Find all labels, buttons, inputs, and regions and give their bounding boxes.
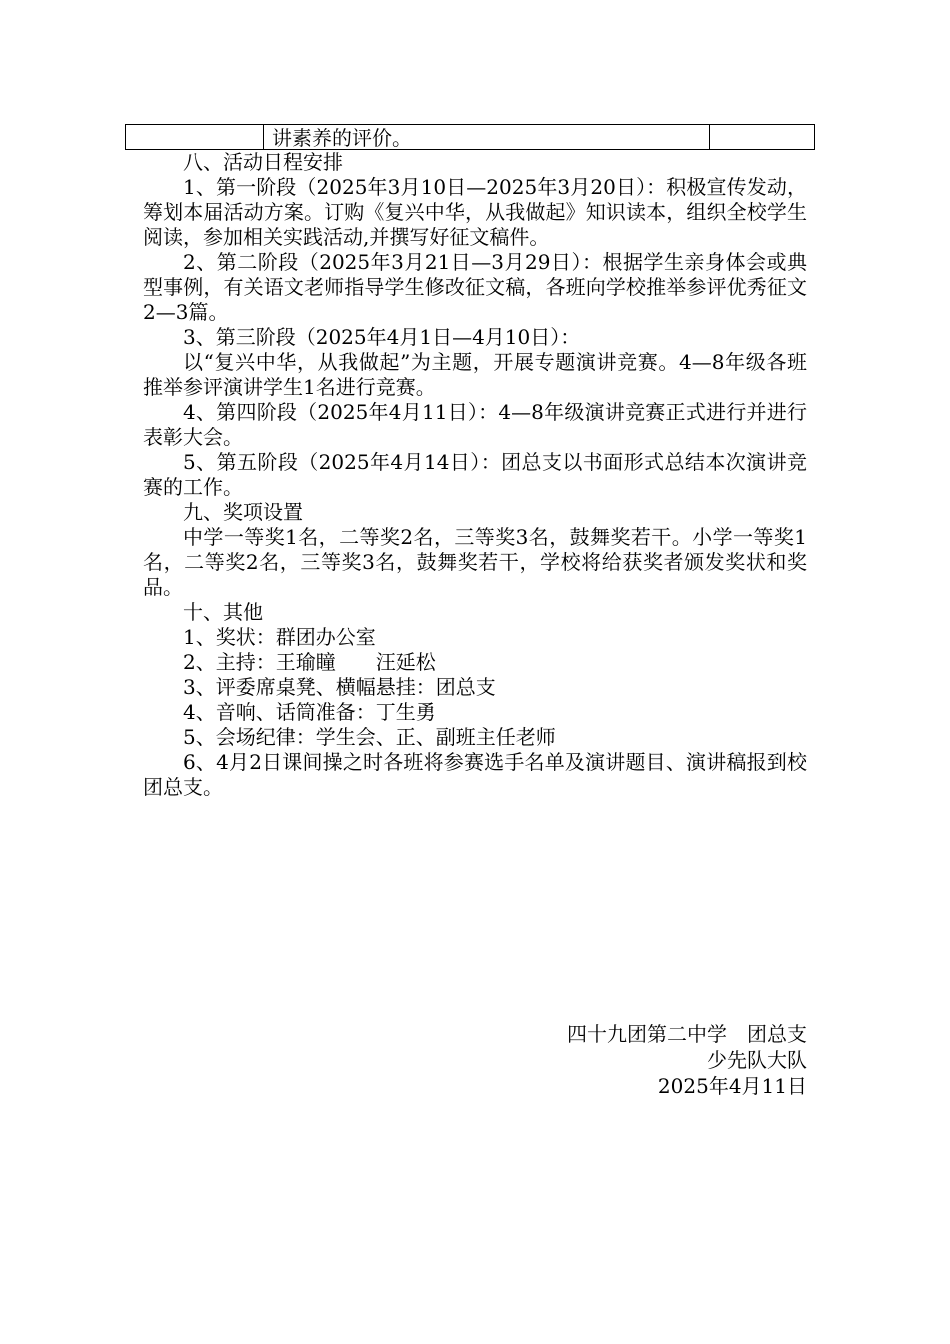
section-heading-schedule: 八、活动日程安排 bbox=[183, 150, 343, 174]
signature-block bbox=[567, 1021, 807, 1099]
paragraph-stage-2: 2、第二阶段（2025年3月21日—3月29日）：根据学生亲身体会或典型事例，有关语文老师指导学生修改征文稿，各班向学校推举参评优秀征文2—3篇。 bbox=[143, 250, 807, 324]
table-cell-empty-right bbox=[710, 125, 814, 149]
document-body bbox=[143, 150, 807, 800]
signature-organization: 四十九团第二中学 团总支 bbox=[567, 1022, 807, 1046]
table-row-fragment bbox=[125, 124, 815, 150]
table-cell-empty-left bbox=[126, 125, 264, 149]
section-heading-other: 十、其他 bbox=[183, 600, 263, 624]
section-heading-awards: 九、奖项设置 bbox=[183, 500, 303, 524]
list-item-certificates: 1、奖状：群团办公室 bbox=[183, 625, 376, 649]
list-item-judges-table: 3、评委席桌凳、横幅悬挂：团总支 bbox=[183, 675, 496, 699]
paragraph-stage-5: 5、第五阶段（2025年4月14日）：团总支以书面形式总结本次演讲竞赛的工作。 bbox=[143, 450, 807, 499]
signature-brigade: 少先队大队 bbox=[707, 1048, 807, 1072]
list-item-submission: 6、4月2日课间操之时各班将参赛选手名单及演讲题目、演讲稿报到校团总支。 bbox=[143, 750, 807, 799]
list-item-hosts: 2、主持：王瑜瞳 汪延松 bbox=[183, 650, 436, 674]
table-cell-text: 讲素养的评价。 bbox=[264, 125, 710, 149]
list-item-audio: 4、音响、话筒准备：丁生勇 bbox=[183, 700, 436, 724]
signature-date: 2025年4月11日 bbox=[657, 1074, 807, 1098]
list-item-discipline: 5、会场纪律：学生会、正、副班主任老师 bbox=[183, 725, 556, 749]
paragraph-awards: 中学一等奖1名，二等奖2名，三等奖3名，鼓舞奖若干。小学一等奖1名，二等奖2名，三等奖3名，鼓舞奖若干，学校将给获奖者颁发奖状和奖品。 bbox=[143, 525, 807, 599]
paragraph-stage-4: 4、第四阶段（2025年4月11日）：4—8年级演讲竞赛正式进行并进行表彰大会。 bbox=[143, 400, 807, 449]
paragraph-stage-3: 3、第三阶段（2025年4月1日—4月10日）： bbox=[183, 325, 581, 349]
paragraph-stage-1: 1、第一阶段（2025年3月10日—2025年3月20日）：积极宣传发动，筹划本届活动方案。订购《复兴中华，从我做起》知识读本，组织全校学生阅读，参加相关实践活动,并撰写好征文稿件。 bbox=[143, 175, 807, 249]
paragraph-stage-3-detail: 以“复兴中华，从我做起”为主题，开展专题演讲竞赛。4—8年级各班推举参评演讲学生1名进行竞赛。 bbox=[143, 350, 807, 399]
